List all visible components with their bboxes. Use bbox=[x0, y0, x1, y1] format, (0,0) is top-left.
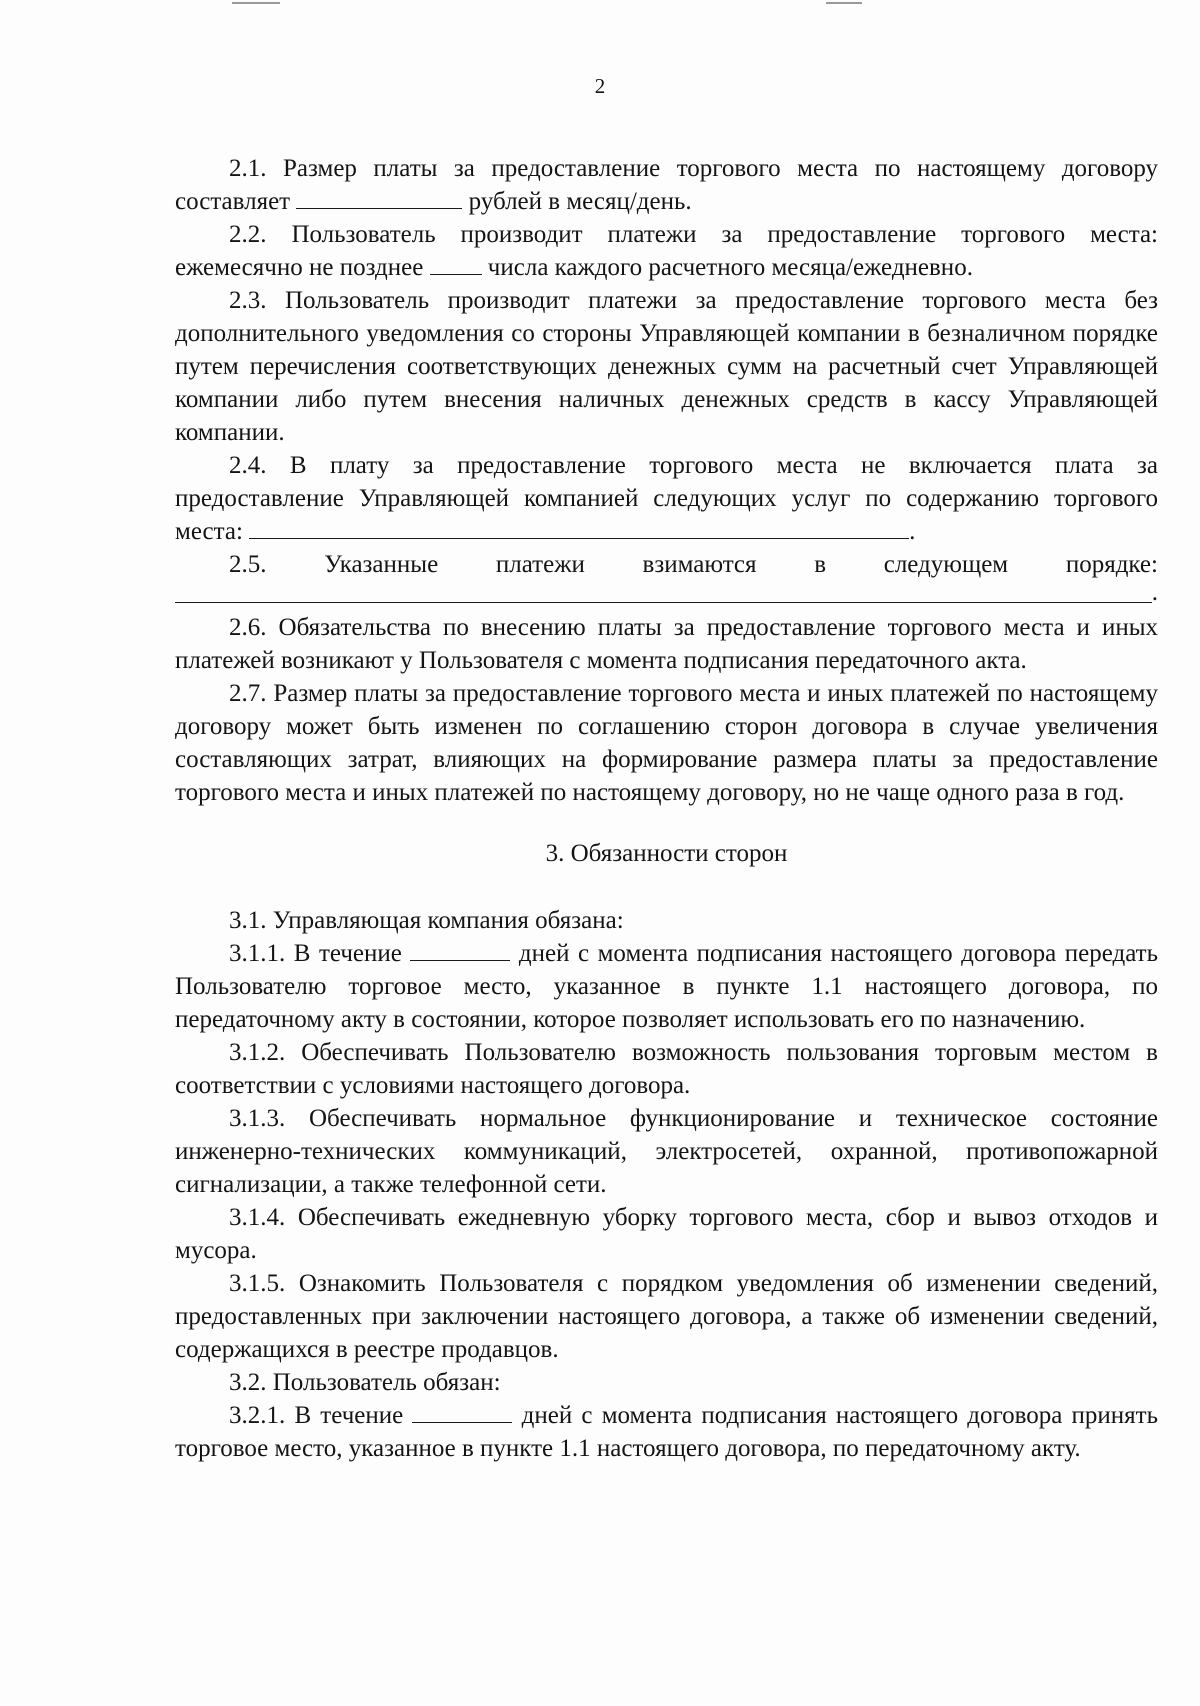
clause-2-4-text: 2.4. В плату за предоставление торгового места не включается плата за предоставление Управляющей компанией следующих услуг по содержанию торгового места: bbox=[175, 452, 1158, 545]
clause-2-5-word: следующем bbox=[883, 551, 1009, 578]
clause-2-5 bbox=[175, 548, 1158, 581]
blank-field-fee-amount bbox=[296, 186, 462, 209]
clause-3-1-1-text-start: 3.1.1. В течение bbox=[229, 940, 402, 967]
clause-2-5-word: Указанные bbox=[324, 551, 439, 578]
section-3-heading: 3. Обязанности сторон bbox=[545, 840, 788, 867]
clause-3-2: 3.2. Пользователь обязан: bbox=[229, 1369, 501, 1396]
clause-3-2-1 bbox=[175, 1399, 1158, 1465]
clause-3-1-1 bbox=[175, 937, 1158, 1036]
clause-2-4: 2.4. В плату за предоставление торгового места не включается плата за предоставление Управляющей компанией следующих услуг по содержанию торгового места: . bbox=[175, 452, 1158, 545]
clause-2-1 bbox=[175, 152, 1158, 218]
clause-3-2-1-text-start: 3.2.1. В течение bbox=[229, 1402, 404, 1429]
clause-2-1-text-end: рублей в месяц/день. bbox=[468, 188, 692, 215]
clause-3-1-2: 3.1.2. Обеспечивать Пользователю возможность пользования торговым местом в соответствии с условиями настоящего договора. bbox=[175, 1039, 1158, 1099]
clause-2-3: 2.3. Пользователь производит платежи за предоставление торгового места без дополнительного уведомления со стороны Управляющей компании в безналичном порядке путем перечисления соответствующих денежных сумм на расчетный счет Управляющей компании либо путем внесения наличных денежных средств в кассу Управляющей компании. bbox=[175, 287, 1158, 446]
blank-field-payment-order: . bbox=[175, 581, 1158, 609]
blank-field-days-accept bbox=[412, 1400, 512, 1423]
blank-field-payment-day bbox=[430, 252, 482, 275]
clause-2-5-word: порядке: bbox=[1065, 551, 1158, 578]
blank-field-services bbox=[249, 516, 909, 539]
clause-3-1-3: 3.1.3. Обеспечивать нормальное функционирование и техническое состояние инженерно-технических коммуникаций, электросетей, охранной, противопожарной сигнализации, а также телефонной сети. bbox=[175, 1105, 1158, 1198]
clause-3-1: 3.1. Управляющая компания обязана: bbox=[229, 907, 624, 934]
clause-2-2 bbox=[175, 218, 1158, 284]
scan-edge-marks bbox=[0, 0, 1200, 8]
clause-2-5-word: платежи bbox=[495, 551, 585, 578]
clause-2-2-text-end: числа каждого расчетного месяца/ежедневно. bbox=[487, 254, 973, 281]
clause-2-6: 2.6. Обязательства по внесению платы за предоставление торгового места и иных платежей возникают у Пользователя с момента подписания передаточного акта. bbox=[175, 614, 1158, 674]
clause-2-5-word: взимаются bbox=[642, 551, 757, 578]
clause-2-5-word: в bbox=[814, 551, 827, 578]
clause-3-1-5: 3.1.5. Ознакомить Пользователя с порядком уведомления об изменении сведений, предоставленных при заключении настоящего договора, а также об изменении сведений, содержащихся в реестре продавцов. bbox=[175, 1270, 1158, 1363]
clause-3-2-1-text-end: дней с момента подписания настоящего договора принять торговое место, указанное в пункте 1.1 настоящего договора, по передаточному акту. bbox=[175, 1402, 1159, 1462]
clause-3-1-1-text-end: дней с момента подписания настоящего договора передать Пользователю торговое место, указанное в пункте 1.1 настоящего договора, по передаточному акту в состоянии, которое позволяет использовать его по назначению. bbox=[175, 940, 1158, 1033]
blank-field-days-transfer bbox=[410, 938, 510, 961]
document-body bbox=[175, 152, 1158, 1465]
clause-2-7: 2.7. Размер платы за предоставление торгового места и иных платежей по настоящему договору может быть изменен по соглашению сторон договора в случае увеличения составляющих затрат, влияющих на формирование размера платы за предоставление торгового места и иных платежей по настоящему договору, но не чаще одного раза в год. bbox=[175, 680, 1158, 806]
clause-3-1-4: 3.1.4. Обеспечивать ежедневную уборку торгового места, сбор и вывоз отходов и мусора. bbox=[175, 1204, 1158, 1264]
page-number: 2 bbox=[594, 74, 606, 98]
clause-2-5-word: 2.5. bbox=[229, 551, 267, 578]
clause-2-2-text-start: 2.2. Пользователь производит платежи за предоставление торгового места: ежемесячно не позднее bbox=[175, 221, 1158, 281]
clause-2-1-text-start: 2.1. Размер платы за предоставление торгового места по настоящему договору составляет bbox=[175, 155, 1158, 215]
